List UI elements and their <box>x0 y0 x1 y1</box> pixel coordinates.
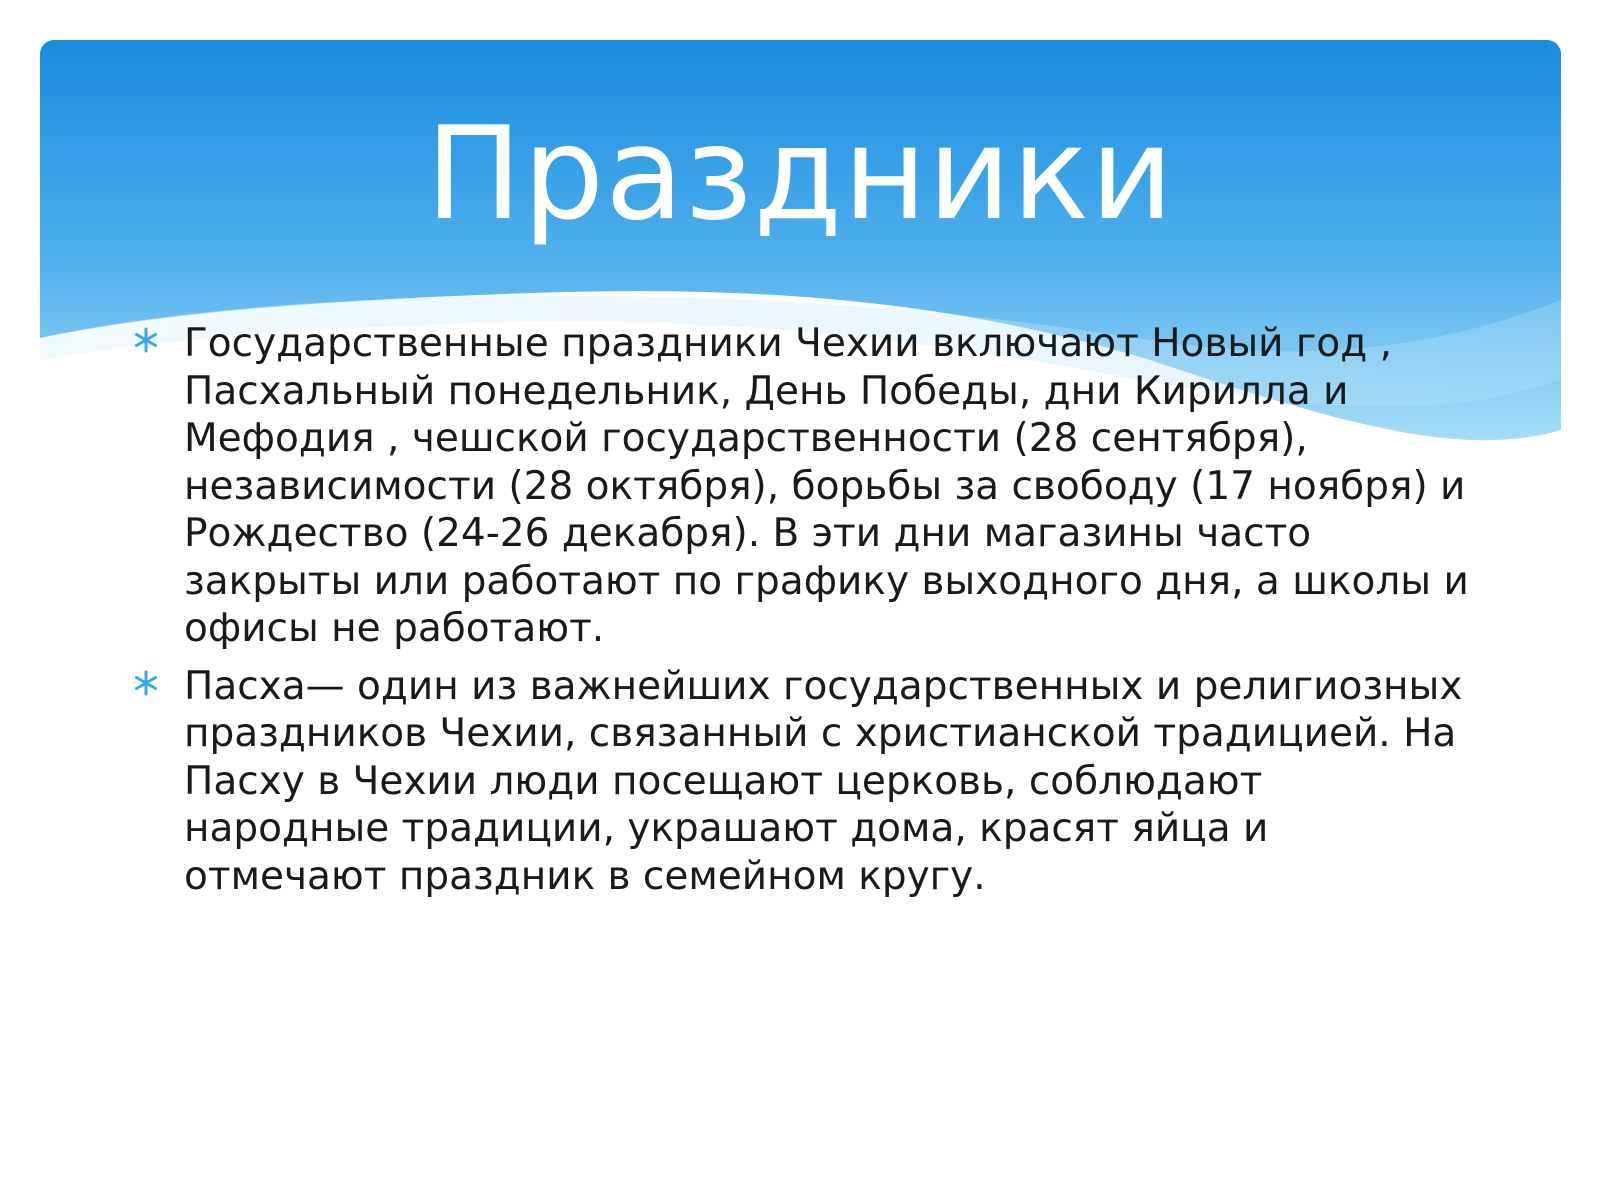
asterisk-icon <box>132 326 160 354</box>
bullet-text: Государственные праздники Чехии включают Новый год , Пасхальный понедельник, День Победы, дни Кирилла и Мефодия , чешской государственности (28 сентября), независимости (28 октября), борьбы за свободу (17 ноября) и Рождество (24-26 декабря). В эти дни магазины часто закрыты или работают по графику выходного дня, а школы и офисы не работают. <box>184 321 1469 651</box>
asterisk-icon <box>132 669 160 697</box>
bullet-text: Пасха— один из важнейших государственных и религиозных праздников Чехии, связанный с христианской традицией. На Пасху в Чехии люди посещают церковь, соблюдают народные традиции, украшают дома, красят яйца и отмечают праздник в семейном кругу. <box>184 663 1463 899</box>
list-item <box>132 320 1472 653</box>
bullet-list <box>132 320 1472 910</box>
list-item <box>132 663 1472 901</box>
slide-title: Праздники <box>425 100 1175 249</box>
